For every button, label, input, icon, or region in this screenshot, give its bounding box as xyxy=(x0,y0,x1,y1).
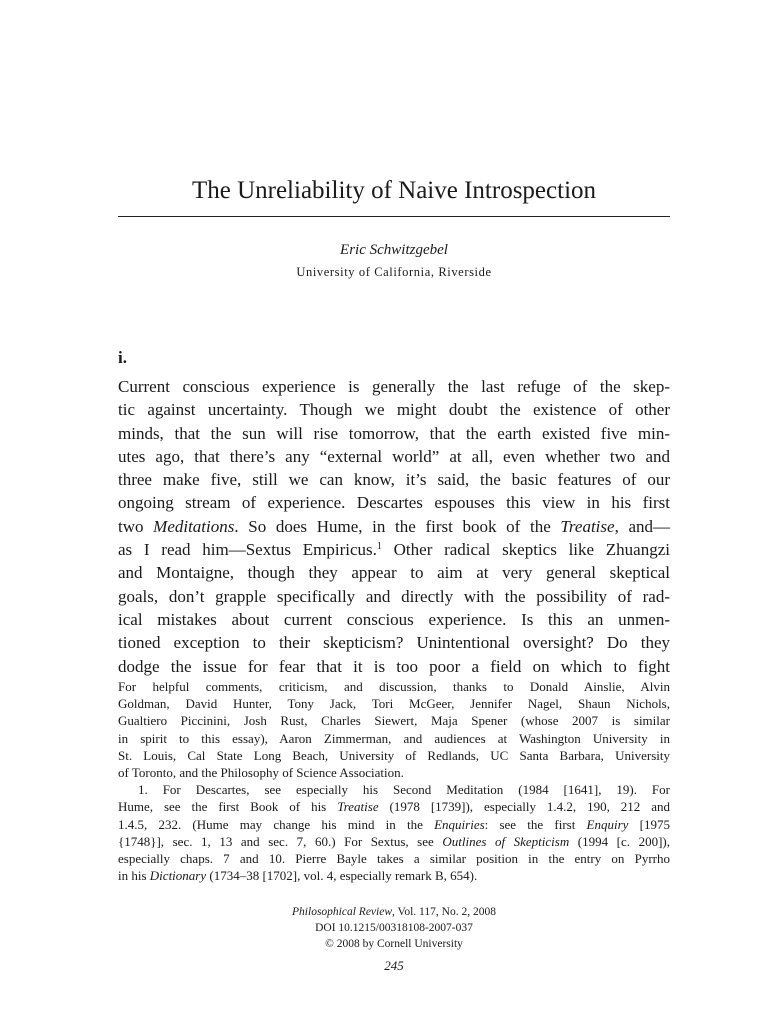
body-line: two Meditations. So does Hume, in the first book of the Treatise, and— xyxy=(118,516,671,536)
body-line: three make five, still we can know, it’s said, the basic features of our xyxy=(118,470,670,490)
acknowledgment-line: in spirit to this essay), Aaron Zimmerman, and audiences at Washington University in xyxy=(118,730,670,746)
body-line: and Montaigne, though they appear to aim at very general skeptical xyxy=(118,563,670,583)
footnote-line: 1.4.5, 232. (Hume may change his mind in the Enquiries: see the first Enquiry [1975 xyxy=(118,816,670,832)
body-line: as I read him—Sextus Empiricus.$^1$ Other radical skeptics like Zhuangzi xyxy=(118,540,670,560)
author-affiliation: University of California, Riverside xyxy=(296,265,492,279)
acknowledgment-line: St. Louis, Cal State Long Beach, University of Redlands, UC Santa Barbara, University xyxy=(118,747,670,763)
body-text xyxy=(118,375,670,678)
article-title: The Unreliability of Naive Introspection xyxy=(191,177,597,204)
footnote-line: Hume, see the first Book of his Treatise (1978 [1739]), especially 1.4.2, 190, 212 and xyxy=(118,799,670,815)
page-number: 245 xyxy=(384,958,404,973)
body-line: tic against uncertainty. Though we might doubt the existence of other xyxy=(118,400,670,420)
work-title: Treatise xyxy=(560,516,615,536)
doi: DOI 10.1215/00318108-2007-037 xyxy=(315,922,473,934)
footnote-line: 1. For Descartes, see especially his Second Meditation (1984 [1641], 19). For xyxy=(138,782,670,798)
body-line: goals, don’t grapple specifically and directly with the possibility of rad- xyxy=(118,586,670,606)
body-line: minds, that the sun will rise tomorrow, that the earth existed five min- xyxy=(118,423,670,443)
author-name: Eric Schwitzgebel xyxy=(340,242,448,258)
acknowledgment-line: of Toronto, and the Philosophy of Science Association. xyxy=(118,764,404,780)
work-title: Meditations xyxy=(153,516,235,536)
body-line: ongoing stream of experience. Descartes espouses this view in his first xyxy=(118,493,670,513)
body-line: tioned exception to their skepticism? Unintentional oversight? Do they xyxy=(118,633,670,653)
footnote-line: in his Dictionary (1734–38 [1702], vol. 4, especially remark B, 654). xyxy=(118,868,478,884)
section-heading: i. xyxy=(118,348,127,367)
footnote-line: {1748}], sec. 1, 13 and sec. 7, 60.) For Sextus, see Outlines of Skepticism (1994 [c. 200]), xyxy=(118,833,670,849)
acknowledgment-line: For helpful comments, criticism, and discussion, thanks to Donald Ainslie, Alvin xyxy=(118,679,670,694)
footnote-marker: 1 xyxy=(376,541,382,553)
copyright: © 2008 by Cornell University xyxy=(325,938,463,950)
publication-info xyxy=(118,904,670,952)
footnote-line: especially chaps. 7 and 10. Pierre Bayle takes a similar position in the entry on Pyrrho xyxy=(118,850,670,866)
acknowledgment-line: Gualtiero Piccinini, Josh Rust, Charles Siewert, Maja Spener (whose 2007 is similar xyxy=(118,713,670,729)
journal-citation: Philosophical Review, Vol. 117, No. 2, 2008 xyxy=(292,906,496,918)
body-line: utes ago, that there’s any “external world” at all, even whether two and xyxy=(118,446,670,466)
footnotes xyxy=(118,678,670,884)
body-line: ical mistakes about current conscious experience. Is this an unmen- xyxy=(118,609,670,629)
body-line: dodge the issue for fear that it is too poor a field on which to fight xyxy=(118,656,670,676)
title-rule xyxy=(118,216,670,217)
acknowledgment-line: Goldman, David Hunter, Tony Jack, Tori McGeer, Jennifer Nagel, Shaun Nichols, xyxy=(118,696,670,712)
body-line: Current conscious experience is generally the last refuge of the skep- xyxy=(118,377,670,396)
